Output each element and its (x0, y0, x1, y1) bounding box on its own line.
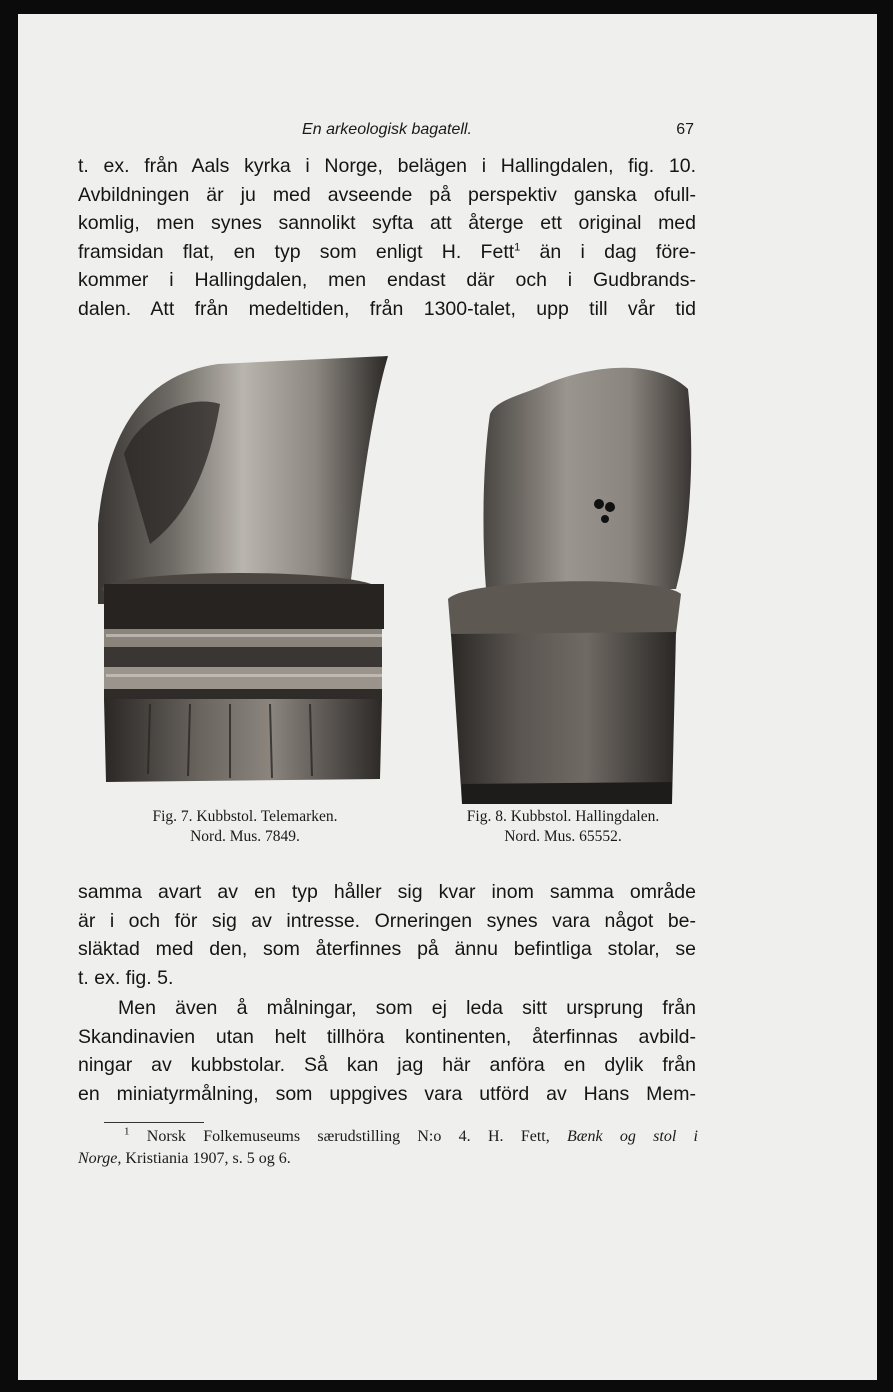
text-line: t. ex. fig. 5. (78, 966, 174, 989)
footnote-title: Bænk og stol i (567, 1128, 698, 1145)
text-line: Skandinavien utan helt tillhöra kontinenten, återfinnas avbild- (78, 1025, 696, 1048)
text-line: samma avart av en typ håller sig kvar inom samma område (78, 881, 696, 903)
footnote-title: Norge, (78, 1150, 122, 1167)
carved-chair-image (90, 344, 390, 804)
figure-7-caption (110, 807, 380, 847)
figure-8-ref: Nord. Mus. 65552. (504, 828, 622, 845)
text-line: komlig, men synes sannolikt syfta att återge ett original med (78, 212, 696, 235)
text-segment: framsidan flat, en typ som enligt H. Fett (78, 240, 515, 263)
page-number: 67 (676, 121, 694, 138)
footnote-line (78, 1126, 698, 1148)
footnote-text: Kristiania 1907, s. 5 og 6. (125, 1150, 291, 1167)
text-line: kommer i Hallingdalen, men endast där och i Gudbrands- (78, 269, 696, 292)
plain-chair-image (426, 344, 698, 804)
figure-7-label: Fig. 7. Kubbstol. Telemarken. (152, 808, 338, 825)
text-line (78, 238, 696, 267)
paragraph-3 (78, 994, 696, 1108)
book-page (18, 14, 877, 1380)
text-line: dalen. Att från medeltiden, från 1300-talet, upp till vår tid (78, 297, 696, 320)
footnote-divider (104, 1122, 204, 1123)
running-title: En arkeologisk bagatell. (302, 121, 472, 138)
running-header (80, 119, 694, 147)
text-line: är i och för sig av intresse. Orneringen synes vara något be- (78, 909, 696, 932)
footnote (78, 1126, 698, 1170)
text-line: släktad med den, som återfinnes på ännu befintliga stolar, se (78, 938, 696, 961)
figure-8-photo (426, 344, 698, 804)
figure-8-caption (428, 807, 698, 847)
text-line: Avbildningen är ju med avseende på perspektiv ganska ofull- (78, 183, 696, 206)
text-line: ningar av kubbstolar. Så kan jag här anföra en dylik från (78, 1054, 696, 1077)
text-line: t. ex. från Aals kyrka i Norge, belägen i Hallingdalen, fig. 10. (78, 155, 696, 177)
paragraph-1 (78, 152, 696, 324)
footnote-reference: 1 (514, 241, 521, 254)
figure-7-ref: Nord. Mus. 7849. (190, 828, 300, 845)
footnote-text: Norsk Folkemuseums særudstilling N:o 4. H. Fett, (146, 1128, 550, 1145)
footnote-marker: 1 (124, 1125, 130, 1138)
paragraph-2 (78, 878, 696, 992)
figure-8-label: Fig. 8. Kubbstol. Hallingdalen. (466, 808, 660, 825)
text-line: Men även å målningar, som ej leda sitt ursprung från (118, 997, 696, 1019)
text-segment: än i dag före- (539, 240, 696, 263)
text-line: en miniatyrmålning, som uppgives vara utförd av Hans Mem- (78, 1082, 696, 1105)
footnote-line (78, 1148, 698, 1170)
figure-7-photo (90, 344, 390, 804)
